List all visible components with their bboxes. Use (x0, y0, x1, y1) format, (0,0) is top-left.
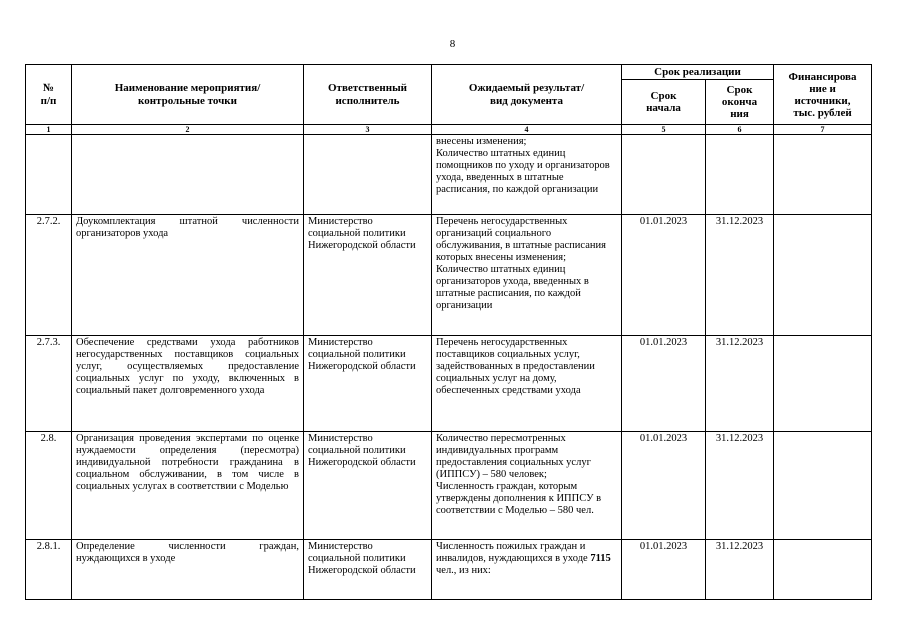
row-num (26, 135, 72, 215)
row-start (622, 135, 706, 215)
col-number-2: 2 (72, 125, 304, 135)
header-finance: Финансирова ние и источники, тыс. рублей (774, 65, 872, 125)
row-start: 01.01.2023 (622, 540, 706, 600)
result-text-end: чел., из них: (436, 565, 491, 576)
header-name: Наименование мероприятия/ контрольные точки (72, 65, 304, 125)
row-finance (774, 135, 872, 215)
row-result: Перечень негосударственных поставщиков социальных услуг, задействованных в предоставлении социальных услуг на дому, обеспеченных средствами ухода (432, 336, 622, 432)
col-number-7: 7 (774, 125, 872, 135)
result-text: Численность пожилых граждан и инвалидов, нуждающихся в уходе (436, 541, 591, 564)
row-result: внесены изменения; Количество штатных единиц помощников по уходу и организаторов ухода, введенных в штатные расписания, по каждой организации (432, 135, 622, 215)
row-num: 2.7.3. (26, 336, 72, 432)
page-number: 8 (449, 38, 456, 50)
col-number-6: 6 (706, 125, 774, 135)
row-result (432, 540, 622, 600)
row-num: 2.8.1. (26, 540, 72, 600)
row-start: 01.01.2023 (622, 336, 706, 432)
row-result: Количество пересмотренных индивидуальных программ предоставления социальных услуг (ИППСУ) – 580 человек; Численность граждан, которым утверждены дополнения к ИППСУ в соответствии с Моделью – 580 чел. (432, 432, 622, 540)
table-row (26, 215, 872, 336)
table-row (26, 336, 872, 432)
row-finance (774, 432, 872, 540)
row-end: 31.12.2023 (706, 215, 774, 336)
table-row (26, 135, 872, 215)
row-num: 2.7.2. (26, 215, 72, 336)
row-finance (774, 540, 872, 600)
header-end: Срок оконча ния (706, 80, 774, 125)
row-start: 01.01.2023 (622, 432, 706, 540)
row-executor: Министерство социальной политики Нижегородской области (304, 432, 432, 540)
row-name: Обеспечение средствами ухода работников негосударственных поставщиков социальных услуг, осуществляемых предоставление социальных услуг по уходу, включенных в социальный пакет долговременного ухода (72, 336, 304, 432)
row-num: 2.8. (26, 432, 72, 540)
header-start: Срок начала (622, 80, 706, 125)
row-executor: Министерство социальной политики Нижегородской области (304, 540, 432, 600)
row-name: Определение численности граждан, нуждающихся в уходе (72, 540, 304, 600)
col-number-5: 5 (622, 125, 706, 135)
col-number-3: 3 (304, 125, 432, 135)
row-end: 31.12.2023 (706, 540, 774, 600)
header-executor: Ответственный исполнитель (304, 65, 432, 125)
header-num: № п/п (26, 65, 72, 125)
col-number-4: 4 (432, 125, 622, 135)
row-end: 31.12.2023 (706, 432, 774, 540)
row-executor (304, 135, 432, 215)
table-row (26, 432, 872, 540)
header-period-group: Срок реализации (622, 65, 774, 80)
header-result: Ожидаемый результат/ вид документа (432, 65, 622, 125)
row-finance (774, 215, 872, 336)
col-number-1: 1 (26, 125, 72, 135)
row-executor: Министерство социальной политики Нижегородской области (304, 336, 432, 432)
result-count: 7115 (590, 553, 611, 564)
plan-table (25, 64, 872, 600)
row-result: Перечень негосударственных организаций социального обслуживания, в штатные расписания которых внесены изменения; Количество штатных единиц организаторов ухода, введенных в штатные расписания, по каждой организации (432, 215, 622, 336)
row-end (706, 135, 774, 215)
table-row (26, 540, 872, 600)
row-name: Организация проведения экспертами по оценке нуждаемости определения (пересмотра) индивидуальной потребности гражданина в социальном обслуживании, в том числе в социальных услугах в соответствии с Моделью (72, 432, 304, 540)
row-start: 01.01.2023 (622, 215, 706, 336)
row-end: 31.12.2023 (706, 336, 774, 432)
row-executor: Министерство социальной политики Нижегородской области (304, 215, 432, 336)
row-finance (774, 336, 872, 432)
row-name: Доукомплектация штатной численности организаторов ухода (72, 215, 304, 336)
row-name (72, 135, 304, 215)
